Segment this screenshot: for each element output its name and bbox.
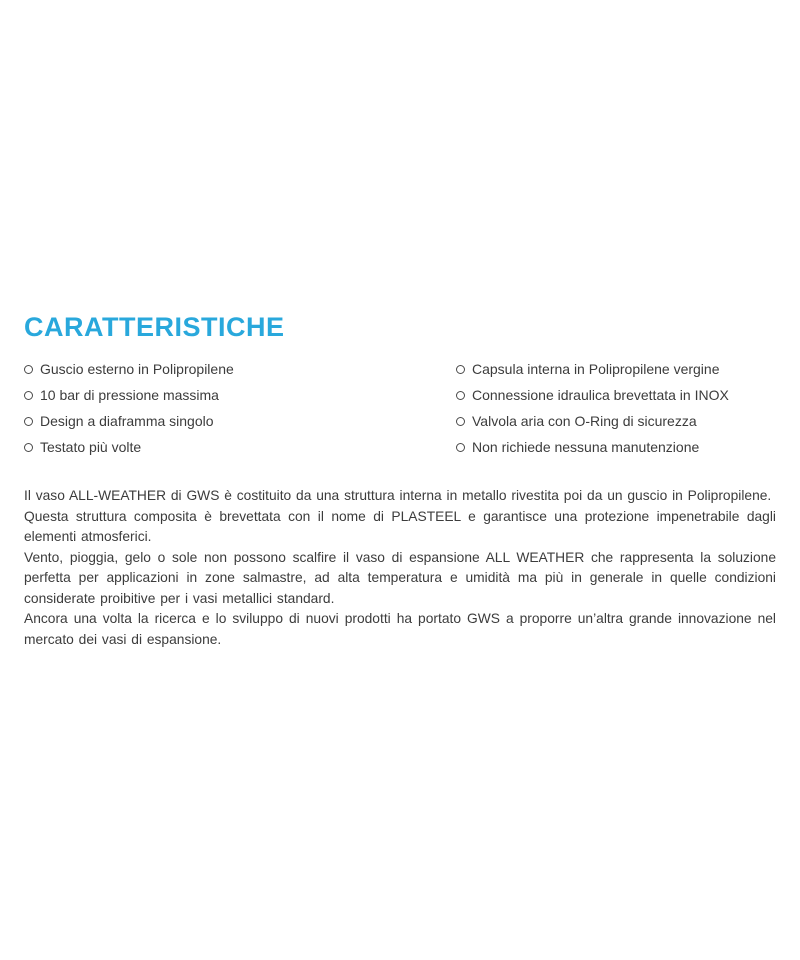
feature-label: Connessione idraulica brevettata in INOX [472, 387, 729, 403]
feature-column-right [456, 356, 776, 460]
body-paragraph: Il vaso ALL-WEATHER di GWS è costituito da una struttura interna in metallo rivestita poi da un guscio in Polipropilene. [24, 488, 772, 503]
circle-bullet-icon [456, 391, 465, 400]
feature-label: Guscio esterno in Polipropilene [40, 361, 234, 377]
feature-column-left [24, 356, 456, 460]
feature-item [456, 434, 776, 460]
feature-item [24, 434, 456, 460]
feature-item [24, 408, 456, 434]
body-paragraph: Ancora una volta la ricerca e lo sviluppo di nuovi prodotti ha portato GWS a proporre un’altra grande innovazione nel mercato dei vasi di espansione. [24, 611, 776, 647]
body-paragraph: Vento, pioggia, gelo o sole non possono scalfire il vaso di espansione ALL WEATHER che rappresenta la soluzione perfetta per applicazioni in zone salmastre, ad alta temperatura e umidità ma più in generale in quelle condizioni considerate proibitive per i vasi metallici standard. [24, 549, 776, 606]
feature-item [24, 382, 456, 408]
feature-label: Capsula interna in Polipropilene vergine [472, 361, 720, 377]
feature-label: 10 bar di pressione massima [40, 387, 219, 403]
feature-label: Design a diaframma singolo [40, 413, 214, 429]
circle-bullet-icon [456, 443, 465, 452]
feature-label: Testato più volte [40, 439, 142, 455]
feature-item [456, 408, 776, 434]
section-title: CARATTERISTICHE [24, 312, 285, 342]
body-text [24, 486, 776, 650]
circle-bullet-icon [24, 417, 33, 426]
feature-label: Valvola aria con O-Ring di sicurezza [472, 413, 697, 429]
feature-label: Non richiede nessuna manutenzione [472, 439, 700, 455]
feature-item [24, 356, 456, 382]
feature-item [456, 382, 776, 408]
feature-list [24, 356, 776, 460]
circle-bullet-icon [24, 443, 33, 452]
feature-item [456, 356, 776, 382]
circle-bullet-icon [456, 365, 465, 374]
circle-bullet-icon [456, 417, 465, 426]
circle-bullet-icon [24, 391, 33, 400]
body-paragraph: Questa struttura composita è brevettata con il nome di PLASTEEL e garantisce una protezione impenetrabile dagli elementi atmosferici. [24, 508, 776, 544]
circle-bullet-icon [24, 365, 33, 374]
